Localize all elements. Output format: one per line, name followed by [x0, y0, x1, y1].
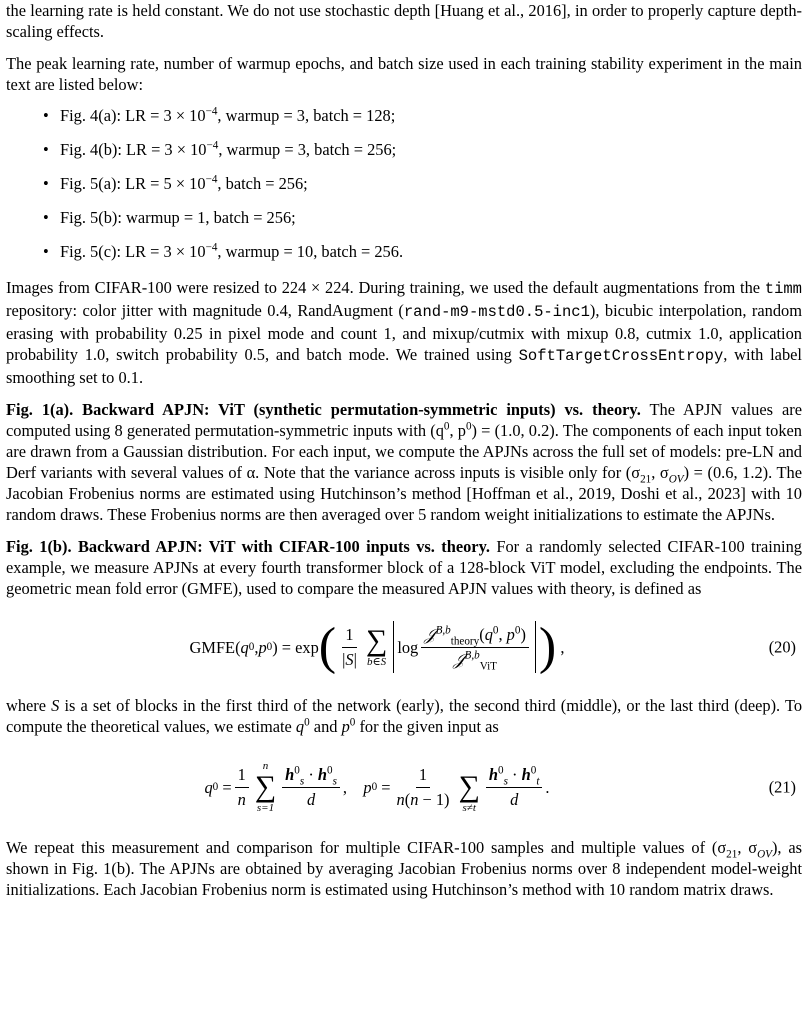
batch-value: batch = 256;: [225, 174, 308, 193]
paragraph-augmentations: Images from CIFAR-100 were resized to 224 × 224. During training, we used the default augmentations from the timm repository: color jitter with magnitude 0.4, RandAugment (rand-m9-mstd0.5-inc1), bicubic interpolation, random erasing with probability 0.25 in pixel mode and count 1, and mixup/cutmix with mixup 0.8, cutmix 1.0, application probability 1.0, switch probability 0.5, and batch mode. We trained using SoftTargetCrossEntropy, with label smoothing set to 0.1.: [6, 278, 802, 387]
settings-item-5c: • Fig. 5(c): LR = $3 \times 10^{-4}$, warmup = 10, batch = 256.: [60, 235, 802, 269]
warmup-value: warmup = 3,: [226, 140, 311, 159]
settings-item-5a: • Fig. 5(a): LR = $5 \times 10^{-4}$, batch = 256;: [60, 167, 802, 201]
paragraph-fig1a: Fig. 1(a). Backward APJN: ViT (synthetic permutation-symmetric inputs) vs. theory. The APJN values are computed using 8 generated permutation-symmetric inputs with ($q^0$, $p^0) = (1.0$, 0.2). The components of each input token are drawn from a Gaussian distribution. For each input, we compute the APJNs across the full set of models: pre-LN and Derf variants with several values of α. Note that the variance across inputs is visible only for ($\sigma_{21}$, $\sigma_{OV}) = (0.6$, 1.2). The Jacobian Frobenius norms are estimated using Hutchinson’s method [Hoffman et al., 2019, Doshi et al., 2023] with 10 random draws. These Frobenius norms are then averaged over 5 random weight initializations to estimate the APJNs.: [6, 400, 803, 524]
bullet: •: [43, 174, 49, 193]
paragraph-where: where S is a set of blocks in the first third of the network (early), the second third (middle), or the last third (deep). To compute the theoretical values, we estimate $q^0$ and $p^0$ for the given input as: [6, 696, 803, 736]
paragraph-intro: the learning rate is held constant. We do not use stochastic depth [Huang et al., 2016], in order to properly capture depth-scaling effects.: [6, 1, 802, 41]
lr-value: LR = $3 \times 10^{-4}$,: [125, 105, 222, 125]
code-timm: timm: [764, 280, 802, 298]
paragraph-repeat: We repeat this measurement and comparison for multiple CIFAR-100 samples and multiple values of ($\sigma_{21}$, $\sigma_{OV}$), as shown in Fig. 1(b). The APJNs are obtained by averaging Jacobian Frobenius norms over 8 independent model-weight initializations. Each Jacobian Frobenius norm is estimated using Hutchinson’s method with 10 random matrix draws.: [6, 838, 803, 899]
warmup-value: warmup = 10,: [225, 242, 318, 261]
code-randaugment: rand-m9-mstd0.5-inc1: [403, 303, 590, 321]
warmup-value: warmup = 1,: [126, 208, 210, 227]
lr-value: LR = $5 \times 10^{-4}$,: [125, 173, 222, 193]
batch-value: batch = 256;: [314, 140, 397, 159]
bullet: •: [43, 106, 49, 125]
paragraph-fig1b: Fig. 1(b). Backward APJN: ViT with CIFAR-100 inputs vs. theory. For a randomly selected CIFAR-100 training example, we measure APJNs at every fourth transformer block of a 128-block ViT model, excluding the endpoints. The geometric mean fold error (GMFE), used to compare the measured APJN values with theory, is defined as: [6, 537, 803, 598]
lr-value: LR = $3 \times 10^{-4}$,: [125, 241, 222, 261]
settings-item-4b: • Fig. 4(b): LR = $3 \times 10^{-4}$, warmup = 3, batch = 256;: [60, 133, 802, 167]
paragraph-settings-intro: The peak learning rate, number of warmup epochs, and batch size used in each training stability experiment in the main text are listed below:: [6, 54, 802, 94]
batch-value: batch = 128;: [313, 106, 396, 125]
fig1a-heading: Fig. 1(a). Backward APJN: ViT (synthetic permutation-symmetric inputs) vs. theory.: [6, 400, 641, 419]
lr-value: LR = $3 \times 10^{-4}$,: [126, 139, 223, 159]
equation-21: q 0 = $\frac{1}{n}$ n ∑ s=1 $\frac{h^0_s \cdot h^0_s}{d}$ , p 0 = $\frac{1}{n(n - 1)}$ ∑ s≠t $\frac{h^0_s \cdot h^0_t}{d}$ . (21): [204, 760, 796, 814]
settings-list: [6, 99, 802, 269]
equation-number: (20): [768, 637, 796, 657]
equation-20: GMFE ( q 0 , p 0 ) = exp ( $\frac{1}{|S|}$ ∑ b∈S log $\frac{𝒥^{B,b}_{theory}(q^0, p^0)}{𝒥^{B,b}_{ViT}}$ ) , (20): [189, 618, 796, 675]
batch-value: batch = 256;: [213, 208, 296, 227]
bullet: •: [43, 140, 49, 159]
warmup-value: warmup = 3,: [225, 106, 310, 125]
settings-item-5b: • Fig. 5(b): warmup = 1, batch = 256;: [60, 201, 802, 235]
code-loss: SoftTargetCrossEntropy: [518, 347, 724, 365]
batch-value: batch = 256.: [321, 242, 404, 261]
fig1b-heading: Fig. 1(b). Backward APJN: ViT with CIFAR-100 inputs vs. theory.: [6, 537, 490, 556]
bullet: •: [43, 208, 49, 227]
equation-number: (21): [768, 777, 796, 797]
settings-item-4a: • Fig. 4(a): LR = $3 \times 10^{-4}$, warmup = 3, batch = 128;: [60, 99, 802, 133]
bullet: •: [43, 242, 49, 261]
